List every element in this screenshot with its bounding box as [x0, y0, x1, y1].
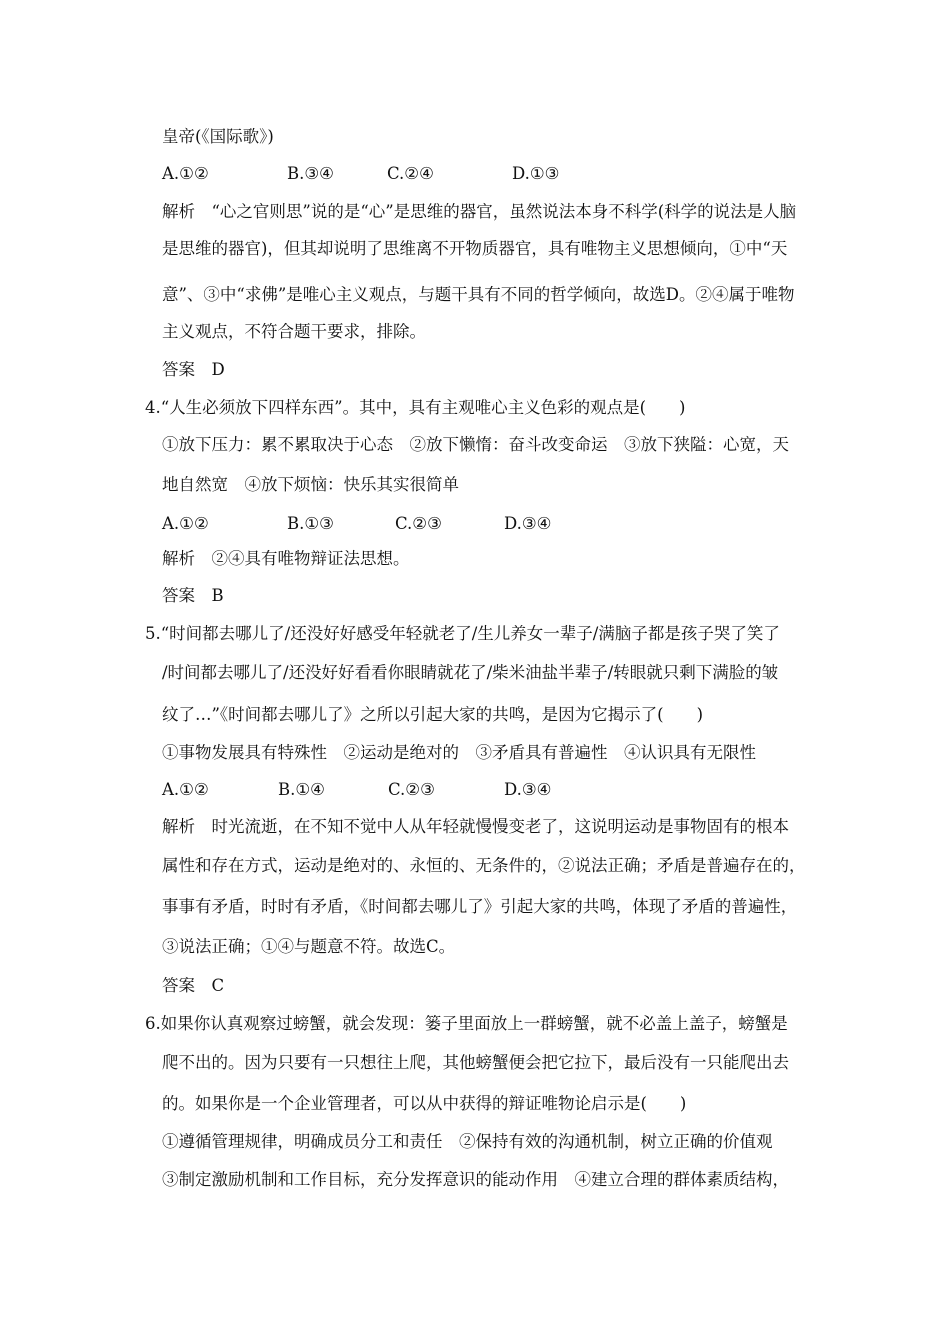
option-c: C.②③ — [388, 780, 435, 799]
text-line: 解析 ②④具有唯物辩证法思想。 — [162, 549, 410, 568]
text-line: 皇帝(《国际歌》) — [162, 127, 274, 146]
option-d: D.①③ — [512, 164, 560, 183]
question-line: 4.“人生必须放下四样东西”。其中，具有主观唯心主义色彩的观点是( ) — [145, 398, 686, 417]
answer-line: 答案 C — [162, 976, 225, 995]
text-line: 意”、③中“求佛”是唯心主义观点，与题干具有不同的哲学倾向，故选D。②④属于唯物 — [162, 285, 795, 304]
option-b: B.①④ — [278, 780, 325, 799]
option-b: B.①③ — [287, 514, 334, 533]
text-line: 主义观点，不符合题干要求，排除。 — [162, 322, 426, 341]
text-line: 解析 时光流逝，在不知不觉中人从年轻就慢慢变老了，这说明运动是事物固有的根本 — [162, 817, 789, 836]
option-a: A.①② — [162, 780, 209, 799]
option-d: D.③④ — [504, 514, 552, 533]
text-line: 纹了…”《时间都去哪儿了》之所以引起大家的共鸣，是因为它揭示了( ) — [162, 705, 704, 724]
answer-line: 答案 D — [162, 360, 225, 379]
option-b: B.③④ — [287, 164, 334, 183]
text-line: /时间都去哪儿了/还没好好看看你眼睛就花了/柴米油盐半辈子/转眼就只剩下满脸的皱 — [162, 663, 779, 682]
text-line: 解析 “心之官则思”说的是“心”是思维的器官，虽然说法本身不科学(科学的说法是人脑 — [162, 202, 797, 221]
option-d: D.③④ — [504, 780, 552, 799]
text-line: 地自然宽 ④放下烦恼：快乐其实很简单 — [162, 475, 459, 494]
text-line: 的。如果你是一个企业管理者，可以从中获得的辩证唯物论启示是( ) — [162, 1094, 687, 1113]
text-line: ①事物发展具有特殊性 ②运动是绝对的 ③矛盾具有普遍性 ④认识具有无限性 — [162, 743, 756, 762]
answer-line: 答案 B — [162, 586, 224, 605]
question-line: 5.“时间都去哪儿了/还没好好感受年轻就老了/生儿养女一辈子/满脑子都是孩子哭了笑了 — [145, 624, 780, 643]
question-line: 6.如果你认真观察过螃蟹，就会发现：篓子里面放上一群螃蟹，就不必盖上盖子，螃蟹是 — [145, 1014, 788, 1033]
option-c: C.②③ — [395, 514, 442, 533]
text-line: ③说法正确；①④与题意不符。故选C。 — [162, 937, 456, 956]
option-a: A.①② — [162, 514, 209, 533]
option-a: A.①② — [162, 164, 209, 183]
text-line: 属性和存在方式，运动是绝对的、永恒的、无条件的，②说法正确；矛盾是普遍存在的， — [162, 856, 806, 875]
text-line: 事事有矛盾，时时有矛盾，《时间都去哪儿了》引起大家的共鸣，体现了矛盾的普遍性， — [162, 897, 798, 916]
option-c: C.②④ — [387, 164, 434, 183]
text-line: ①放下压力：累不累取决于心态 ②放下懒惰：奋斗改变命运 ③放下狭隘：心宽，天 — [162, 435, 789, 454]
text-line: ③制定激励机制和工作目标，充分发挥意识的能动作用 ④建立合理的群体素质结构， — [162, 1170, 789, 1189]
text-line: ①遵循管理规律，明确成员分工和责任 ②保持有效的沟通机制，树立正确的价值观 — [162, 1132, 773, 1151]
text-line: 爬不出的。因为只要有一只想往上爬，其他螃蟹便会把它拉下，最后没有一只能爬出去 — [162, 1053, 789, 1072]
text-line: 是思维的器官)，但其却说明了思维离不开物质器官，具有唯物主义思想倾向，①中“天 — [162, 239, 788, 258]
